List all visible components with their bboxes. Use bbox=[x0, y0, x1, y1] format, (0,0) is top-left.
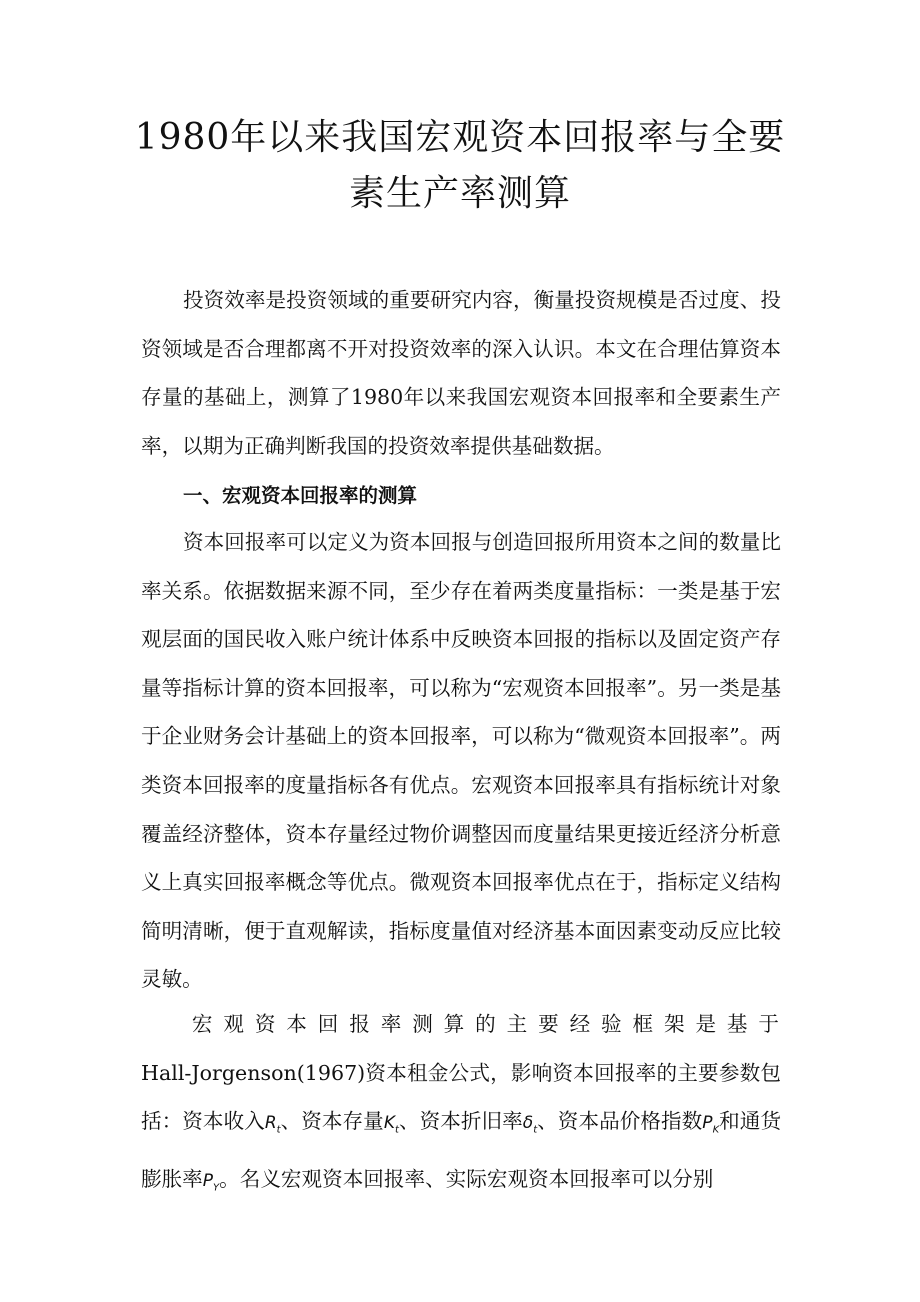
title-line-1: 1980年以来我国宏观资本回报率与全要 bbox=[134, 117, 786, 158]
framework-text-e: 和通货膨胀率 bbox=[141, 1109, 782, 1192]
paragraph-definition-text: 资本回报率可以定义为资本回报与创造回报所用资本之间的数量比率关系。依据数据来源不同，至少存在着两类度量指标：一类是基于宏观层面的国民收入账户统计体系中反映资本回报的指标以及固定资产存量等指标计算的资本回报率，可以称为“宏观资本回报率”。另一类是基于企业财务会计基础上的资本回报率，可以称为“微观资本回报率”。两类资本回报率的度量指标各有优点。宏观资本回报率具有指标统计对象覆盖经济整体，资本存量经过物价调整因而度量结果更接近经济分析意义上真实回报率概念等优点。微观资本回报率优点在于，指标定义结构简明清晰，便于直观解读，指标度量值对经济基本面因素变动反应比较灵敏。 bbox=[141, 530, 781, 992]
symbol-capital-stock: $K_t$ bbox=[383, 1113, 399, 1136]
symbol-depreciation-rate: $\delta_t$ bbox=[522, 1113, 538, 1136]
paragraph-intro bbox=[141, 276, 781, 470]
paragraph-definition bbox=[141, 518, 781, 1004]
title-line-2: 素生产率测算 bbox=[348, 173, 571, 214]
framework-text-b: 、资本存量 bbox=[280, 1109, 384, 1134]
symbol-capital-income: $R_t$ bbox=[264, 1113, 281, 1136]
document-title bbox=[120, 110, 800, 222]
framework-text-d: 、资本品价格指数 bbox=[537, 1109, 703, 1134]
framework-text-c: 、资本折旧率 bbox=[398, 1109, 523, 1134]
symbol-capital-price-index: $P_K$ bbox=[702, 1113, 720, 1136]
framework-text-a: Hall-Jorgenson(1967)资本租金公式，影响资本回报率的主要参数包括：资本收入 bbox=[141, 1060, 781, 1134]
paragraph-framework bbox=[141, 1000, 781, 1213]
section-heading-1: 一、宏观资本回报率的测算 bbox=[183, 484, 418, 507]
symbol-inflation-rate: $P_Y$ bbox=[202, 1171, 220, 1194]
paragraph-intro-text: 投资效率是投资领域的重要研究内容，衡量投资规模是否过度、投资领域是否合理都离不开对投资效率的深入认识。本文在合理估算资本存量的基础上，测算了1980年以来我国宏观资本回报率和全要素生产率，以期为正确判断我国的投资效率提供基础数据。 bbox=[141, 288, 781, 458]
framework-text-f: 。名义宏观资本回报率、实际宏观资本回报率可以分别 bbox=[219, 1167, 714, 1192]
framework-line-1: 宏观资本回报率测算的主要经验框架是基于 bbox=[183, 1012, 781, 1036]
